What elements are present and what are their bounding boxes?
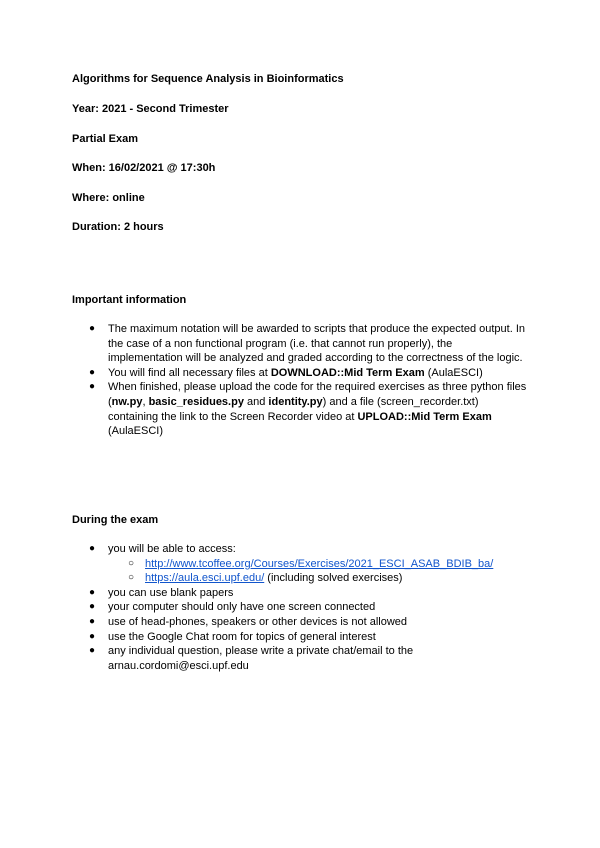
- list-item-text: ) and a file (screen_recorder.txt) containing the link to the Screen Recorder video at: [108, 395, 479, 423]
- bullet-icon: ●: [89, 323, 96, 334]
- access-sublist: [108, 557, 528, 586]
- list-item-text: use of head-phones, speakers or other devices is not allowed: [108, 615, 408, 628]
- list-item-text: You will find all necessary files at: [108, 366, 271, 379]
- download-location: DOWNLOAD::Mid Term Exam: [270, 366, 425, 379]
- list-item-text: any individual question, please write a private chat/email to the arnau.cordomi@esci.upf.edu: [108, 645, 414, 672]
- sub-list-item: [0, 557, 565, 572]
- bullet-icon: ●: [89, 601, 96, 613]
- year-line: Year: 2021 - Second Trimester: [72, 103, 229, 115]
- list-item: [0, 366, 528, 381]
- during-list: [0, 542, 528, 673]
- bullet-icon: ●: [89, 630, 96, 642]
- list-item-text: (AulaESCI): [108, 425, 164, 438]
- list-item-text: The maximum notation will be awarded to scripts that produce the expected output. In the case of a non functional program (i.e. that cannot run properly), the implementation will be analyzed and graded according to the correctness of the logic.: [108, 323, 526, 365]
- circle-bullet-icon: ○: [128, 572, 135, 584]
- list-item: [0, 615, 528, 630]
- separator: ,: [142, 395, 149, 408]
- course-title: Algorithms for Sequence Analysis in Bioinformatics: [72, 73, 344, 85]
- bullet-icon: ●: [89, 615, 96, 627]
- important-title: Important information: [72, 294, 187, 306]
- tcoffee-link[interactable]: http://www.tcoffee.org/Courses/Exercises/2021_ESCI_ASAB_BDIB_ba/: [145, 557, 494, 570]
- important-list: [0, 322, 528, 439]
- exam-type: Partial Exam: [72, 133, 139, 145]
- when-line: When: 16/02/2021 @ 17:30h: [72, 162, 216, 174]
- bullet-icon: ●: [89, 586, 96, 598]
- bullet-icon: ●: [89, 381, 96, 393]
- file-name: basic_residues.py: [148, 395, 244, 408]
- duration-line: Duration: 2 hours: [72, 221, 164, 233]
- separator: and: [243, 395, 269, 408]
- list-item-text: (AulaESCI): [424, 366, 483, 379]
- list-item-text: your computer should only have one screen connected: [108, 601, 376, 614]
- link-note: (including solved exercises): [264, 572, 403, 585]
- list-item-text: you can use blank papers: [108, 586, 234, 599]
- aula-link[interactable]: https://aula.esci.upf.edu/: [145, 572, 265, 585]
- circle-bullet-icon: ○: [128, 557, 135, 569]
- list-item: [0, 600, 528, 615]
- list-item-text: you will be able to access:: [108, 543, 236, 555]
- list-item: [0, 322, 528, 366]
- file-name: nw.py: [111, 395, 143, 408]
- where-line: Where: online: [72, 192, 145, 204]
- bullet-icon: ●: [89, 366, 96, 378]
- list-item: [0, 630, 528, 645]
- file-name: identity.py: [268, 395, 323, 408]
- list-item-text: use the Google Chat room for topics of general interest: [108, 630, 376, 643]
- sub-list-item: [0, 571, 565, 586]
- upload-location: UPLOAD::Mid Term Exam: [357, 410, 492, 423]
- list-item: [0, 380, 528, 438]
- during-title: During the exam: [72, 514, 159, 526]
- list-item: [0, 586, 528, 601]
- list-item: [0, 542, 528, 586]
- bullet-icon: ●: [89, 543, 96, 554]
- list-item-text: When finished, please upload the code for the required exercises as three python files (: [108, 381, 527, 408]
- bullet-icon: ●: [89, 645, 96, 657]
- list-item: [0, 644, 528, 673]
